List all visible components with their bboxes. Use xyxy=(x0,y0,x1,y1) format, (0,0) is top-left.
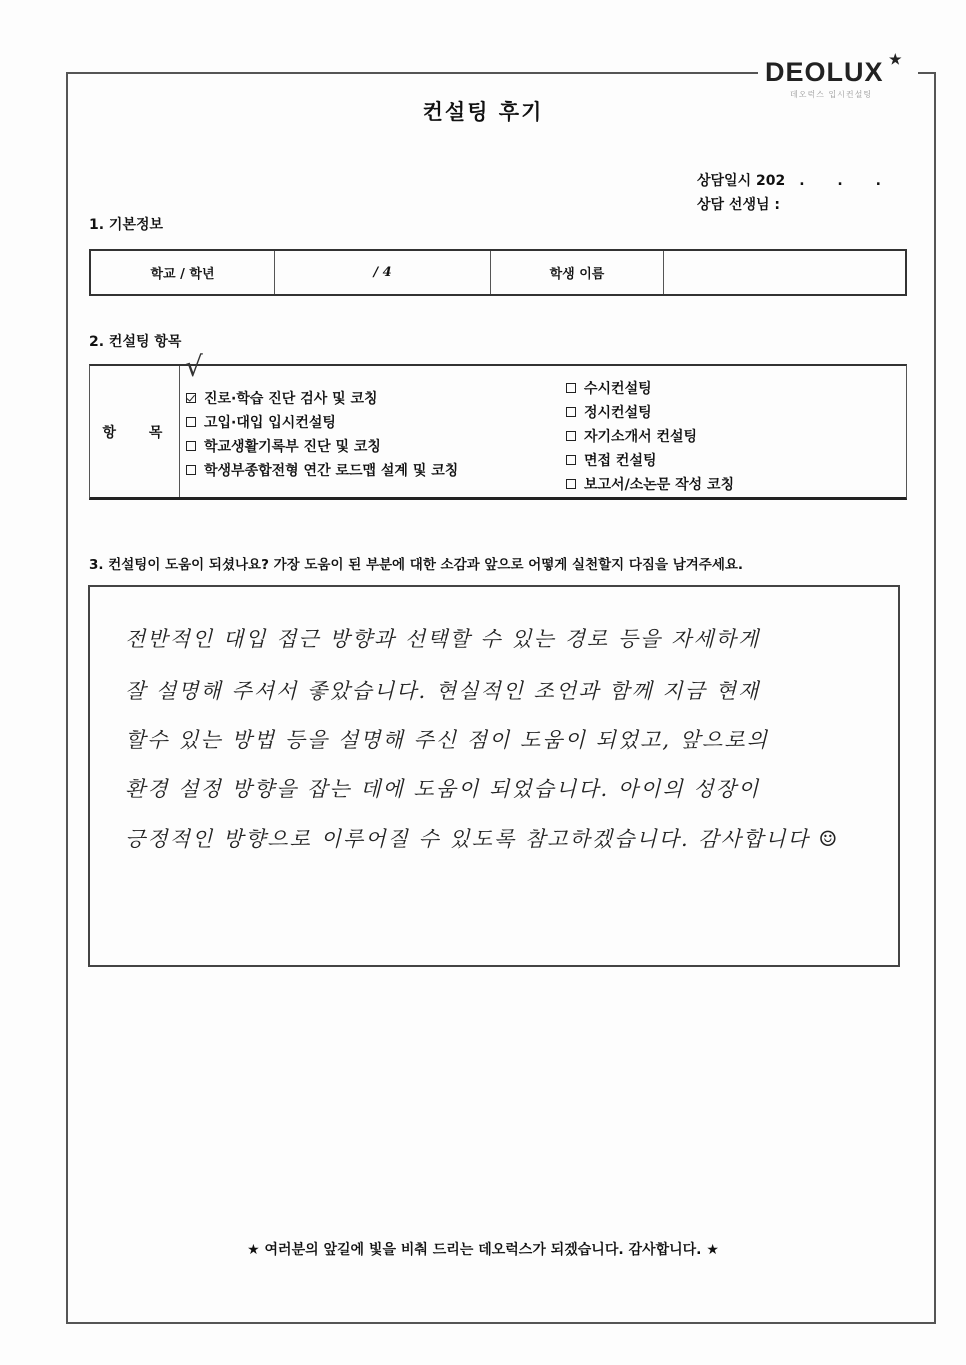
student-name-label: 학생 이름 xyxy=(491,250,664,295)
option-label: 학교생활기록부 진단 및 코칭 xyxy=(204,439,381,455)
checkbox-icon[interactable] xyxy=(566,431,576,441)
option-item[interactable] xyxy=(566,472,734,496)
left-options xyxy=(186,386,458,482)
section-basic-info-heading: 1. 기본정보 xyxy=(89,217,164,233)
option-item[interactable] xyxy=(566,400,734,424)
section-items-heading: 2. 컨설팅 항목 xyxy=(89,334,182,350)
option-label: 면접 컨설팅 xyxy=(584,453,657,469)
right-options xyxy=(566,376,734,496)
checkbox-icon[interactable] xyxy=(186,417,196,427)
logo-tagline: 데오럭스 입시컨설팅 xyxy=(790,90,873,99)
basic-info-table xyxy=(89,249,907,296)
school-grade-label: 학교 / 학년 xyxy=(90,250,275,295)
consult-date: 상담일시 202 . . . xyxy=(697,173,895,189)
school-grade-value[interactable]: / 4 xyxy=(275,250,491,295)
option-label: 진로·학습 진단 검사 및 코칭 xyxy=(204,391,378,407)
answer-line: 긍정적인 방향으로 이루어질 수 있도록 참고하겠습니다. 감사합니다 ☺ xyxy=(125,827,840,851)
answer-line: 잘 설명해 주셔서 좋았습니다. 현실적인 조언과 함께 지금 현재 xyxy=(125,679,761,703)
student-name-value[interactable] xyxy=(664,250,907,295)
checkbox-icon[interactable] xyxy=(566,455,576,465)
checked-checkbox-icon[interactable] xyxy=(186,393,196,403)
footer-message: ★ 여러분의 앞길에 빛을 비춰 드리는 데오럭스가 되겠습니다. 감사합니다. ★ xyxy=(247,1242,719,1258)
page-title: 컨설팅 후기 xyxy=(422,100,544,124)
answer-line: 할수 있는 방법 등을 설명해 주신 점이 도움이 되었고, 앞으로의 xyxy=(125,728,769,752)
consulting-items-box xyxy=(89,364,907,500)
checkbox-icon[interactable] xyxy=(186,441,196,451)
option-item[interactable] xyxy=(186,458,458,482)
feedback-answer-box[interactable] xyxy=(88,585,900,967)
option-item[interactable] xyxy=(186,434,458,458)
checkbox-icon[interactable] xyxy=(566,407,576,417)
consult-teacher: 상담 선생님 : xyxy=(697,197,780,213)
option-item[interactable] xyxy=(186,386,458,410)
option-item[interactable] xyxy=(566,424,734,448)
answer-line: 전반적인 대입 접근 방향과 선택할 수 있는 경로 등을 자세하게 xyxy=(125,627,761,651)
option-label: 학생부종합전형 연간 로드맵 설계 및 코칭 xyxy=(204,463,459,479)
checkbox-icon[interactable] xyxy=(566,383,576,393)
option-item[interactable] xyxy=(186,410,458,434)
option-label: 수시컨설팅 xyxy=(584,381,652,397)
deolux-logo: DEOLUX ★ xyxy=(765,51,903,87)
section-feedback-heading: 3. 컨설팅이 도움이 되셨나요? 가장 도움이 된 부분에 대한 소감과 앞으로 어떻게 실천할지 다짐을 남겨주세요. xyxy=(89,557,744,573)
option-label: 고입·대입 입시컨설팅 xyxy=(204,415,336,431)
checkbox-icon[interactable] xyxy=(186,465,196,475)
items-column-label: 항 목 xyxy=(90,366,180,497)
checkbox-icon[interactable] xyxy=(566,479,576,489)
answer-line: 환경 설정 방향을 잡는 데에 도움이 되었습니다. 아이의 성장이 xyxy=(125,777,761,801)
star-icon: ★ xyxy=(889,51,903,67)
option-label: 보고서/소논문 작성 코칭 xyxy=(584,477,735,493)
handwritten-checkmark: √ xyxy=(185,350,203,383)
option-item[interactable] xyxy=(566,376,734,400)
option-item[interactable] xyxy=(566,448,734,472)
option-label: 자기소개서 컨설팅 xyxy=(584,429,698,445)
option-label: 정시컨설팅 xyxy=(584,405,652,421)
